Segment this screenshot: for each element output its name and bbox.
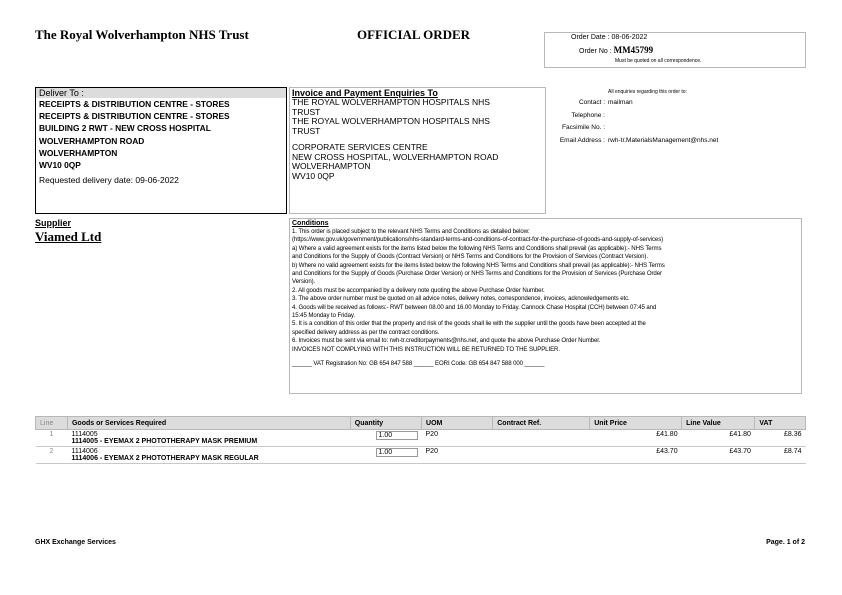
condition-line: 1. This order is placed subject to the relevant NHS Terms and Conditions as detailed below:: [292, 228, 530, 235]
row-line-value: £41.80: [682, 430, 755, 447]
email-value[interactable]: rwh-tr.MaterialsManagement@nhs.net: [608, 137, 719, 144]
invoice-line: CORPORATE SERVICES CENTRE: [292, 141, 428, 152]
email-label: Email Address :: [559, 137, 605, 144]
invoice-line: TRUST: [292, 106, 321, 117]
document-title: OFFICIAL ORDER: [357, 27, 471, 42]
condition-line: 4. Goods will be received as follows:- RWT between 08.00 and 16.00 Monday to Friday. Cannock Chase Hospital (CCH) between 07:45 and: [292, 303, 657, 311]
row-vat: £8.74: [755, 447, 806, 464]
supplier-heading: Supplier: [35, 218, 72, 228]
invoice-line: THE ROYAL WOLVERHAMPTON HOSPITALS NHS: [292, 97, 490, 107]
row-quantity: 1.00: [376, 431, 418, 440]
condition-line: and Conditions for the Supply of Goods (Contract Version) or NHS Terms and Conditions for the Provision of Services (Contract Version).: [292, 253, 648, 261]
table-header-row: [36, 417, 806, 430]
order-items-table: [35, 416, 806, 464]
col-unit-price: Unit Price: [590, 417, 682, 430]
order-no-label: Order No :: [579, 48, 612, 55]
row-code: 1114005: [71, 431, 98, 438]
deliver-line: WOLVERHAMPTON ROAD: [39, 135, 145, 146]
row-quantity-cell: [350, 447, 421, 464]
invoice-line: WV10 0QP: [292, 170, 335, 181]
col-line-value: Line Value: [682, 417, 755, 430]
order-date: 08-06-2022: [611, 34, 648, 41]
deliver-to-heading: Deliver To :: [36, 88, 286, 98]
condition-line: and Conditions for the Supply of Goods (Purchase Order Version) or NHS Terms and Conditions for the Provision of Services (Purchase Order: [292, 270, 662, 278]
row-code: 1114006: [71, 448, 98, 455]
row-line-value: £43.70: [682, 447, 755, 464]
condition-line: INVOICES NOT COMPLYING WITH THIS INSTRUCTION WILL BE RETURNED TO THE SUPPLIER.: [292, 345, 560, 353]
deliver-line: RECEIPTS & DISTRIBUTION CENTRE - STORES: [39, 99, 230, 109]
invoice-heading: Invoice and Payment Enquiries To: [292, 88, 438, 98]
row-goods: [67, 430, 350, 447]
requested-date: 09-06-2022: [135, 175, 179, 186]
page-number: Page. 1 of 2: [766, 539, 805, 546]
condition-line: 6. Invoices must be sent via email to: rwh-tr.creditorpayments@nhs.net, and quote the above Purchase Order Number.: [292, 337, 601, 345]
condition-line: b) Where no valid agreement exists for the items listed below the following NHS Terms and Conditions shall prevail (as applicable):- NHS Terms: [292, 261, 665, 269]
col-vat: VAT: [755, 417, 806, 430]
deliver-line: BUILDING 2 RWT - NEW CROSS HOSPITAL: [39, 123, 211, 134]
row-uom: P20: [422, 447, 493, 464]
conditions-box: [289, 218, 802, 394]
row-uom: P20: [422, 430, 493, 447]
condition-line: 2. All goods must be accompanied by a delivery note quoting the above Purchase Order Number.: [292, 286, 545, 294]
table-row: [36, 447, 806, 464]
order-no-row: [579, 45, 653, 55]
col-line: Line: [36, 417, 68, 430]
deliver-line: WOLVERHAMPTON: [39, 147, 118, 158]
footer-left: GHX Exchange Services: [35, 539, 116, 546]
requested-delivery: [36, 171, 286, 185]
row-quantity-cell: [350, 430, 421, 447]
row-description: 1114006 - EYEMAX 2 PHOTOTHERAPY MASK REGULAR: [71, 455, 259, 462]
invoice-line: NEW CROSS HOSPITAL, WOLVERHAMPTON ROAD: [292, 151, 499, 162]
deliver-line: RECEIPTS & DISTRIBUTION CENTRE - STORES: [39, 111, 230, 122]
col-goods: Goods or Services Required: [67, 417, 350, 430]
condition-line: a) Where a valid agreement exists for the items listed below the following NHS Terms and Conditions shall prevail (as applicable):- NHS Terms: [292, 244, 662, 252]
condition-line: (https://www.gov.uk/government/publications/nhs-standard-terms-and-conditions-of-contract-for-the-purchase-of-goods-and-supply-of-services): [292, 236, 664, 244]
trust-name: The Royal Wolverhampton NHS Trust: [35, 27, 249, 42]
row-unit-price: £41.80: [590, 430, 682, 447]
deliver-to-box: [35, 87, 287, 214]
condition-line: specified delivery address as per the contract conditions.: [292, 328, 440, 336]
invoice-line: TRUST: [292, 126, 321, 137]
order-no: MM45799: [613, 45, 654, 55]
deliver-line: WV10 0QP: [39, 160, 81, 171]
order-note: Must be quoted on all correspondence.: [615, 58, 702, 64]
vat-registration-line: ______ VAT Registration No: GB 654 847 588 ______ EORI Code: GB 654 847 588 000 ______: [292, 360, 545, 368]
deliver-to-address: [36, 98, 286, 171]
row-quantity: 1.00: [376, 448, 418, 457]
table-row: [36, 430, 806, 447]
row-goods: [67, 447, 350, 464]
invoice-line: WOLVERHAMPTON: [292, 161, 371, 172]
contact-value: mailman: [608, 99, 633, 106]
contact-label: Contact :: [578, 99, 605, 106]
row-contract-ref: [493, 447, 590, 464]
conditions-text: [290, 228, 801, 369]
supplier-name: Viamed Ltd: [35, 229, 102, 244]
condition-line: 15:45 Monday to Friday.: [292, 312, 355, 320]
condition-line: Version).: [292, 278, 316, 286]
enquiries-box: [548, 87, 806, 214]
col-quantity: Quantity: [350, 417, 421, 430]
invoice-address: [290, 98, 545, 182]
row-unit-price: £43.70: [590, 447, 682, 464]
condition-line: 5. It is a condition of this order that the property and risk of the goods shall lie with the supplier until the goods have been accepted at the: [292, 320, 646, 328]
row-description: 1114005 - EYEMAX 2 PHOTOTHERAPY MASK PREMIUM: [71, 438, 258, 445]
conditions-heading: Conditions: [292, 220, 329, 227]
col-contract-ref: Contract Ref.: [493, 417, 590, 430]
requested-date-label: Requested delivery date:: [39, 175, 134, 186]
row-contract-ref: [493, 430, 590, 447]
order-date-label: Order Date :: [571, 34, 610, 41]
fax-label: Facsimile No. :: [562, 124, 605, 131]
row-line: 1: [36, 430, 68, 447]
condition-line: 3. The above order number must be quoted on all advice notes, delivery notes, correspondence, invoices, acknowledgements etc.: [292, 295, 630, 303]
invoice-line: THE ROYAL WOLVERHAMPTON HOSPITALS NHS: [292, 116, 490, 127]
invoice-box: [289, 87, 546, 214]
row-vat: £8.36: [755, 430, 806, 447]
enquiries-heading: All enquiries regarding this order to:: [608, 89, 687, 95]
row-line: 2: [36, 447, 68, 464]
order-date-row: [571, 34, 647, 41]
telephone-label: Telephone :: [571, 112, 605, 119]
col-uom: UOM: [422, 417, 493, 430]
order-info-box: [544, 32, 806, 68]
